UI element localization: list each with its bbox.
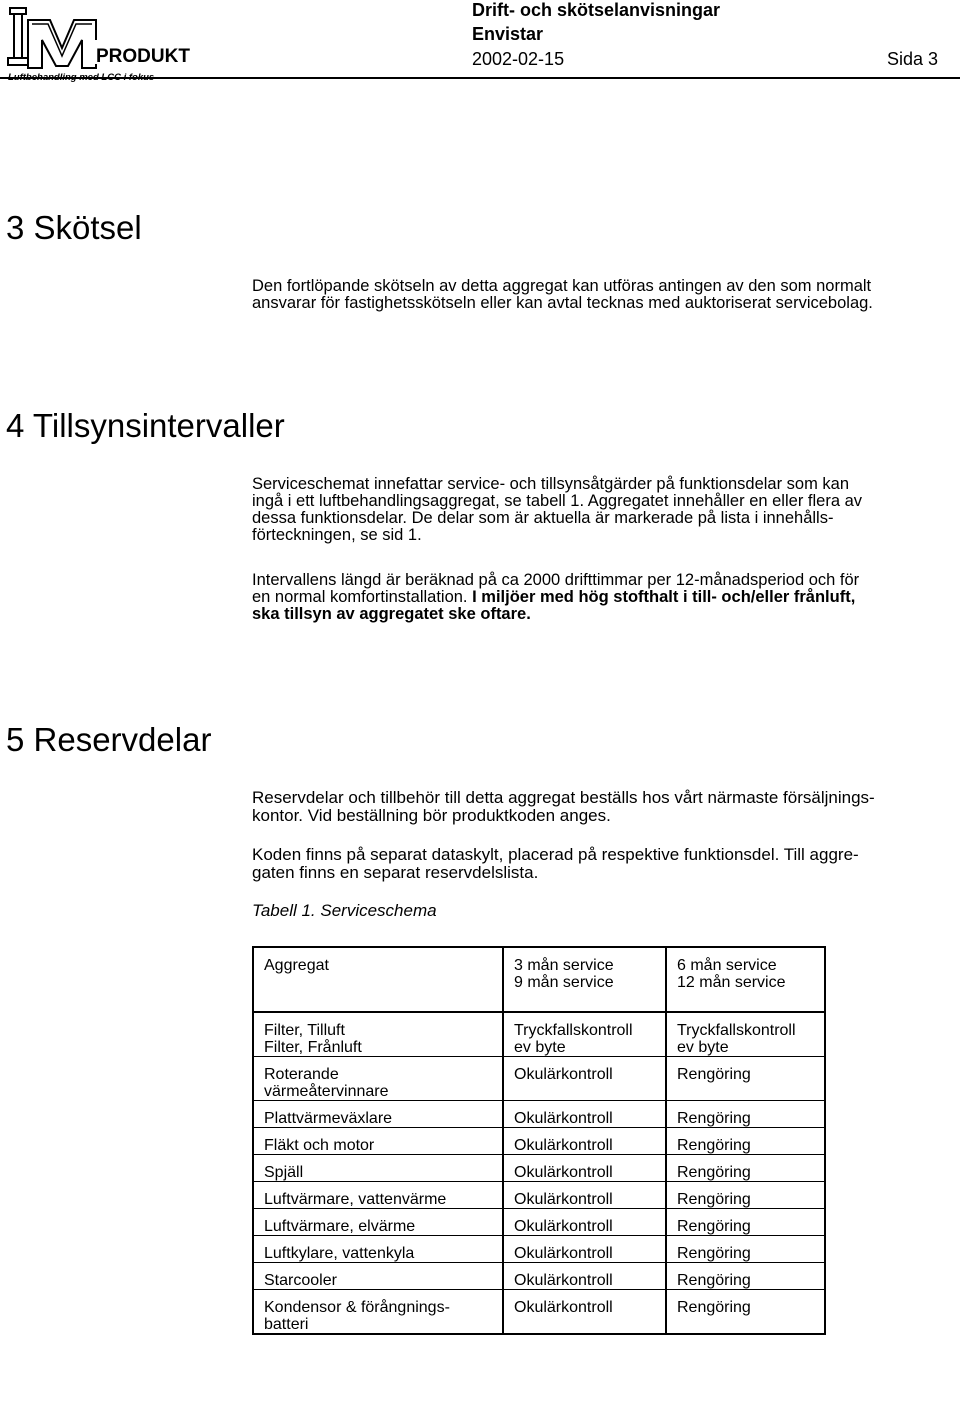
cell-text: Roterande: [264, 1066, 339, 1083]
cell-text: Rengöring: [677, 1191, 751, 1208]
cell-text: Rengöring: [677, 1164, 751, 1181]
interval-3-9-cell: [503, 1263, 666, 1290]
product-name: Envistar: [472, 24, 544, 44]
warning-text: ska tillsyn av aggregatet ske oftare.: [252, 605, 531, 623]
interval-6-12-cell: [666, 1182, 825, 1209]
interval-6-12-cell: [666, 1057, 825, 1101]
cell-text: Rengöring: [677, 1245, 751, 1262]
interval-3-9-cell: [503, 1290, 666, 1335]
interval-6-12-cell: [666, 1263, 825, 1290]
aggregat-cell: [253, 1128, 503, 1155]
table-row: [253, 1263, 825, 1290]
cell-text: Tryckfallskontroll: [514, 1022, 633, 1039]
table-row: [253, 1209, 825, 1236]
cell-text: Rengöring: [677, 1066, 751, 1083]
cell-text: Aggregat: [264, 957, 329, 974]
interval-6-12-cell: [666, 1290, 825, 1335]
section-4-para-2: [252, 572, 957, 623]
aggregat-cell: [253, 1290, 503, 1335]
cell-text: Okulärkontroll: [514, 1137, 613, 1154]
cell-text: 6 mån service: [677, 957, 777, 974]
table-row: [253, 1057, 825, 1101]
aggregat-cell: [253, 1012, 503, 1057]
cell-text: ev byte: [677, 1039, 729, 1056]
cell-text: Starcooler: [264, 1272, 337, 1289]
text-line: Serviceschemat innefattar service- och tillsynsåtgärder på funktionsdelar som kan: [252, 475, 850, 493]
page-number: Sida 3: [886, 49, 938, 69]
text-line: kontor. Vid beställning bör produktkoden anges.: [252, 806, 611, 825]
table-row: [253, 1155, 825, 1182]
table-row: [253, 1182, 825, 1209]
aggregat-cell: [253, 1236, 503, 1263]
interval-3-9-cell: [503, 1236, 666, 1263]
cell-text: ev byte: [514, 1039, 566, 1056]
section-4-para-1: [252, 476, 957, 544]
interval-3-9-cell: [503, 1209, 666, 1236]
iv-produkt-logo: [6, 6, 190, 84]
service-schedule-table: [252, 946, 826, 1335]
section-5-para-1: [252, 789, 957, 825]
interval-3-9-cell: [503, 1128, 666, 1155]
doc-date: 2002-02-15: [472, 49, 565, 69]
interval-6-12-cell: [666, 1128, 825, 1155]
aggregat-cell: [253, 1263, 503, 1290]
cell-text: Filter, Tilluft: [264, 1022, 345, 1039]
cell-text: Rengöring: [677, 1272, 751, 1289]
cell-text: Luftkylare, vattenkyla: [264, 1245, 415, 1262]
interval-3-9-cell: [503, 1101, 666, 1128]
aggregat-cell: [253, 1057, 503, 1101]
interval-6-12-cell: [666, 1155, 825, 1182]
cell-text: Luftvärmare, elvärme: [264, 1218, 416, 1235]
aggregat-cell: [253, 947, 503, 1012]
text-line: en normal komfortinstallation.: [252, 588, 468, 606]
table-row: [253, 1101, 825, 1128]
interval-3-9-cell: [503, 1155, 666, 1182]
text-line: dessa funktionsdelar. De delar som är aktuella är markerade på lista i innehålls-: [252, 509, 834, 527]
cell-text: Okulärkontroll: [514, 1272, 613, 1289]
cell-text: Okulärkontroll: [514, 1299, 613, 1316]
cell-text: Plattvärmeväxlare: [264, 1110, 393, 1127]
table-header-row: [253, 947, 825, 1012]
section-5-para-2: [252, 846, 957, 882]
section-5-heading: 5 Reservdelar: [6, 721, 212, 758]
aggregat-cell: [253, 1209, 503, 1236]
text-line: Intervallens längd är beräknad på ca 2000 drifttimmar per 12-månadsperiod och för: [252, 571, 860, 589]
warning-text: I miljöer med hög stofthalt i till- och/eller frånluft,: [467, 588, 856, 606]
table-row: [253, 1290, 825, 1335]
cell-text: Rengöring: [677, 1299, 751, 1316]
cell-text: Kondensor & förångnings-: [264, 1299, 450, 1316]
header-divider: [0, 77, 960, 79]
cell-text: Okulärkontroll: [514, 1218, 613, 1235]
section-3-heading: 3 Skötsel: [6, 209, 142, 246]
cell-text: Tryckfallskontroll: [677, 1022, 796, 1039]
cell-text: batteri: [264, 1316, 309, 1333]
table-caption: Tabell 1. Serviceschema: [252, 901, 437, 920]
section-3-text: [252, 278, 957, 312]
interval-6-12-cell: [666, 1012, 825, 1057]
text-line: ansvarar för fastighetsskötseln eller kan avtal tecknas med auktoriserat servicebolag.: [252, 294, 873, 312]
logo-brand-word: PRODUKT: [96, 46, 190, 67]
section-4-heading: 4 Tillsynsintervaller: [6, 407, 285, 444]
aggregat-cell: [253, 1155, 503, 1182]
text-line: Koden finns på separat dataskylt, placerad på respektive funktionsdel. Till aggre-: [252, 845, 859, 864]
text-line: förteckningen, se sid 1.: [252, 526, 422, 544]
cell-text: Rengöring: [677, 1110, 751, 1127]
cell-text: Okulärkontroll: [514, 1164, 613, 1181]
cell-text: Fläkt och motor: [264, 1137, 375, 1154]
cell-text: 9 mån service: [514, 974, 614, 991]
table-row: [253, 1236, 825, 1263]
interval-6-12-cell: [666, 1209, 825, 1236]
cell-text: 12 mån service: [677, 974, 786, 991]
cell-text: Okulärkontroll: [514, 1110, 613, 1127]
cell-text: Rengöring: [677, 1137, 751, 1154]
interval-3-9-cell: [503, 1012, 666, 1057]
cell-text: Okulärkontroll: [514, 1191, 613, 1208]
cell-text: 3 mån service: [514, 957, 614, 974]
interval-6-12-cell: [666, 1236, 825, 1263]
cell-text: Filter, Frånluft: [264, 1039, 362, 1056]
interval-3-9-cell: [503, 1057, 666, 1101]
interval-6-12-cell: [666, 1101, 825, 1128]
text-line: ingå i ett luftbehandlingsaggregat, se tabell 1. Aggregatet innehåller en eller flera av: [252, 492, 863, 510]
cell-text: Okulärkontroll: [514, 1066, 613, 1083]
table-row: [253, 1128, 825, 1155]
cell-text: Okulärkontroll: [514, 1245, 613, 1262]
table-row: [253, 1012, 825, 1057]
aggregat-cell: [253, 1101, 503, 1128]
interval-3-9-cell: [503, 1182, 666, 1209]
interval-3-9-cell: [503, 947, 666, 1012]
cell-text: Spjäll: [264, 1164, 304, 1181]
cell-text: värmeåtervinnare: [264, 1083, 389, 1100]
text-line: gaten finns en separat reservdelslista.: [252, 863, 539, 882]
doc-title: Drift- och skötselanvisningar: [472, 0, 721, 20]
text-line: Reservdelar och tillbehör till detta aggregat beställs hos vårt närmaste försäljnings-: [252, 788, 875, 807]
cell-text: Luftvärmare, vattenvärme: [264, 1191, 447, 1208]
interval-6-12-cell: [666, 947, 825, 1012]
aggregat-cell: [253, 1182, 503, 1209]
cell-text: Rengöring: [677, 1218, 751, 1235]
text-line: Den fortlöpande skötseln av detta aggregat kan utföras antingen av den som normalt: [252, 277, 872, 295]
